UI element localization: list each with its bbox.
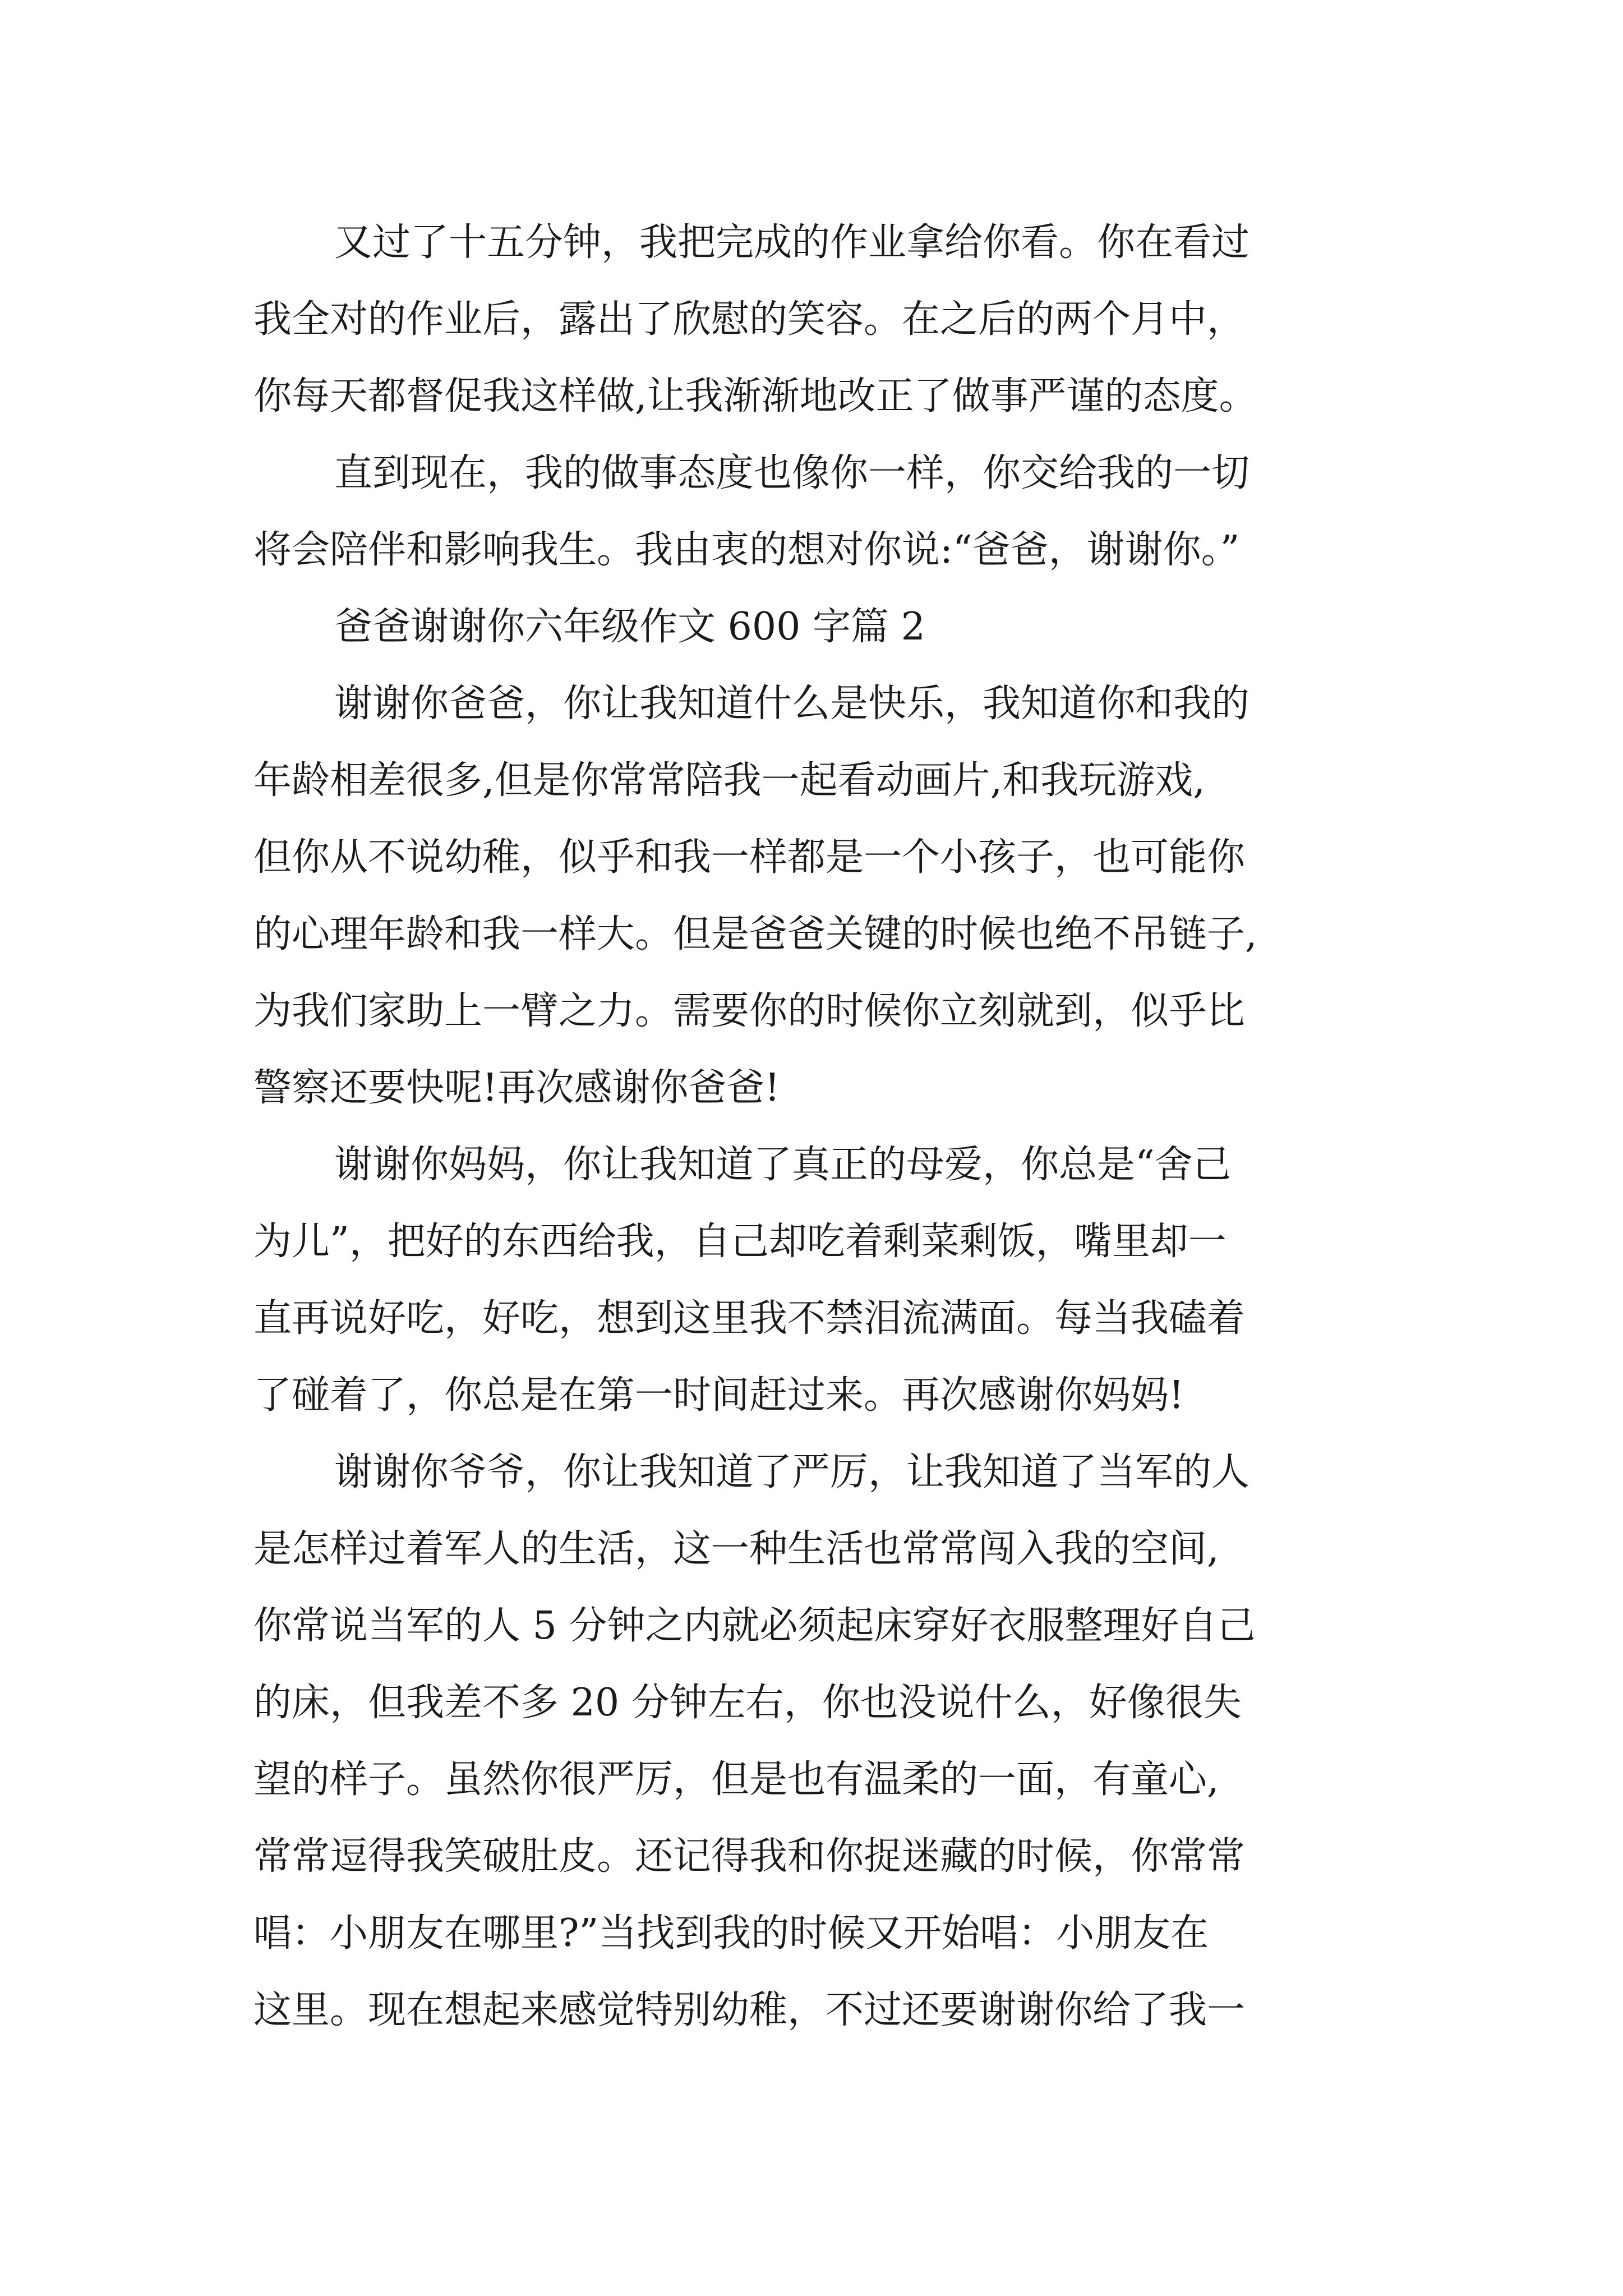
paragraph-line: 又过了十五分钟，我把完成的作业拿给你看。你在看过 — [334, 220, 1250, 265]
paragraph-line: 但你从不说幼稚，似乎和我一样都是一个小孩子，也可能你 — [253, 835, 1246, 880]
paragraph-line: 为我们家助上一臂之力。需要你的时候你立刻就到，似乎比 — [253, 989, 1246, 1033]
paragraph-line: 了碰着了，你总是在第一时间赶过来。再次感谢你妈妈! — [253, 1373, 1184, 1418]
paragraph-line: 将会陪伴和影响我生。我由衷的想对你说:“爸爸，谢谢你。” — [253, 528, 1240, 572]
paragraph-line: 你常说当军的人 5 分钟之内就必须起床穿好衣服整理好自己 — [253, 1604, 1256, 1648]
paragraph-line: 谢谢你爷爷，你让我知道了严厉，让我知道了当军的人 — [334, 1450, 1250, 1494]
paragraph-line: 唱：小朋友在哪里?”当找到我的时候又开始唱：小朋友在 — [253, 1911, 1209, 1955]
paragraph-line: 谢谢你爸爸，你让我知道什么是快乐，我知道你和我的 — [334, 682, 1250, 726]
paragraph-line: 为儿”，把好的东西给我，自己却吃着剩菜剩饭，嘴里却一 — [253, 1220, 1227, 1264]
paragraph-line: 我全对的作业后，露出了欣慰的笑容。在之后的两个月中， — [253, 297, 1246, 342]
paragraph-line: 望的样子。虽然你很严厉，但是也有温柔的一面，有童心, — [253, 1757, 1219, 1802]
paragraph-line: 的床，但我差不多 20 分钟左右，你也没说什么，好像很失 — [253, 1681, 1242, 1725]
paragraph-line: 这里。现在想起来感觉特别幼稚，不过还要谢谢你给了我一 — [253, 1988, 1246, 2032]
paragraph-line: 警察还要快呢!再次感谢你爸爸! — [253, 1066, 780, 1110]
paragraph-line: 是怎样过着军人的生活，这一种生活也常常闯入我的空间, — [253, 1527, 1219, 1571]
section-heading: 爸爸谢谢你六年级作文 600 字篇 2 — [334, 605, 925, 649]
paragraph-line: 直再说好吃，好吃，想到这里我不禁泪流满面。每当我磕着 — [253, 1296, 1246, 1341]
paragraph-line: 谢谢你妈妈，你让我知道了真正的母爱，你总是“舍己 — [334, 1143, 1231, 1187]
paragraph-line: 你每天都督促我这样做,让我渐渐地改正了做事严谨的态度。 — [253, 374, 1257, 418]
paragraph-line: 年龄相差很多,但是你常常陪我一起看动画片,和我玩游戏, — [253, 758, 1205, 803]
paragraph-line: 常常逗得我笑破肚皮。还记得我和你捉迷藏的时候，你常常 — [253, 1834, 1246, 1879]
paragraph-line: 直到现在，我的做事态度也像你一样，你交给我的一切 — [334, 451, 1250, 495]
paragraph-line: 的心理年龄和我一样大。但是爸爸关键的时候也绝不吊链子, — [253, 912, 1257, 956]
